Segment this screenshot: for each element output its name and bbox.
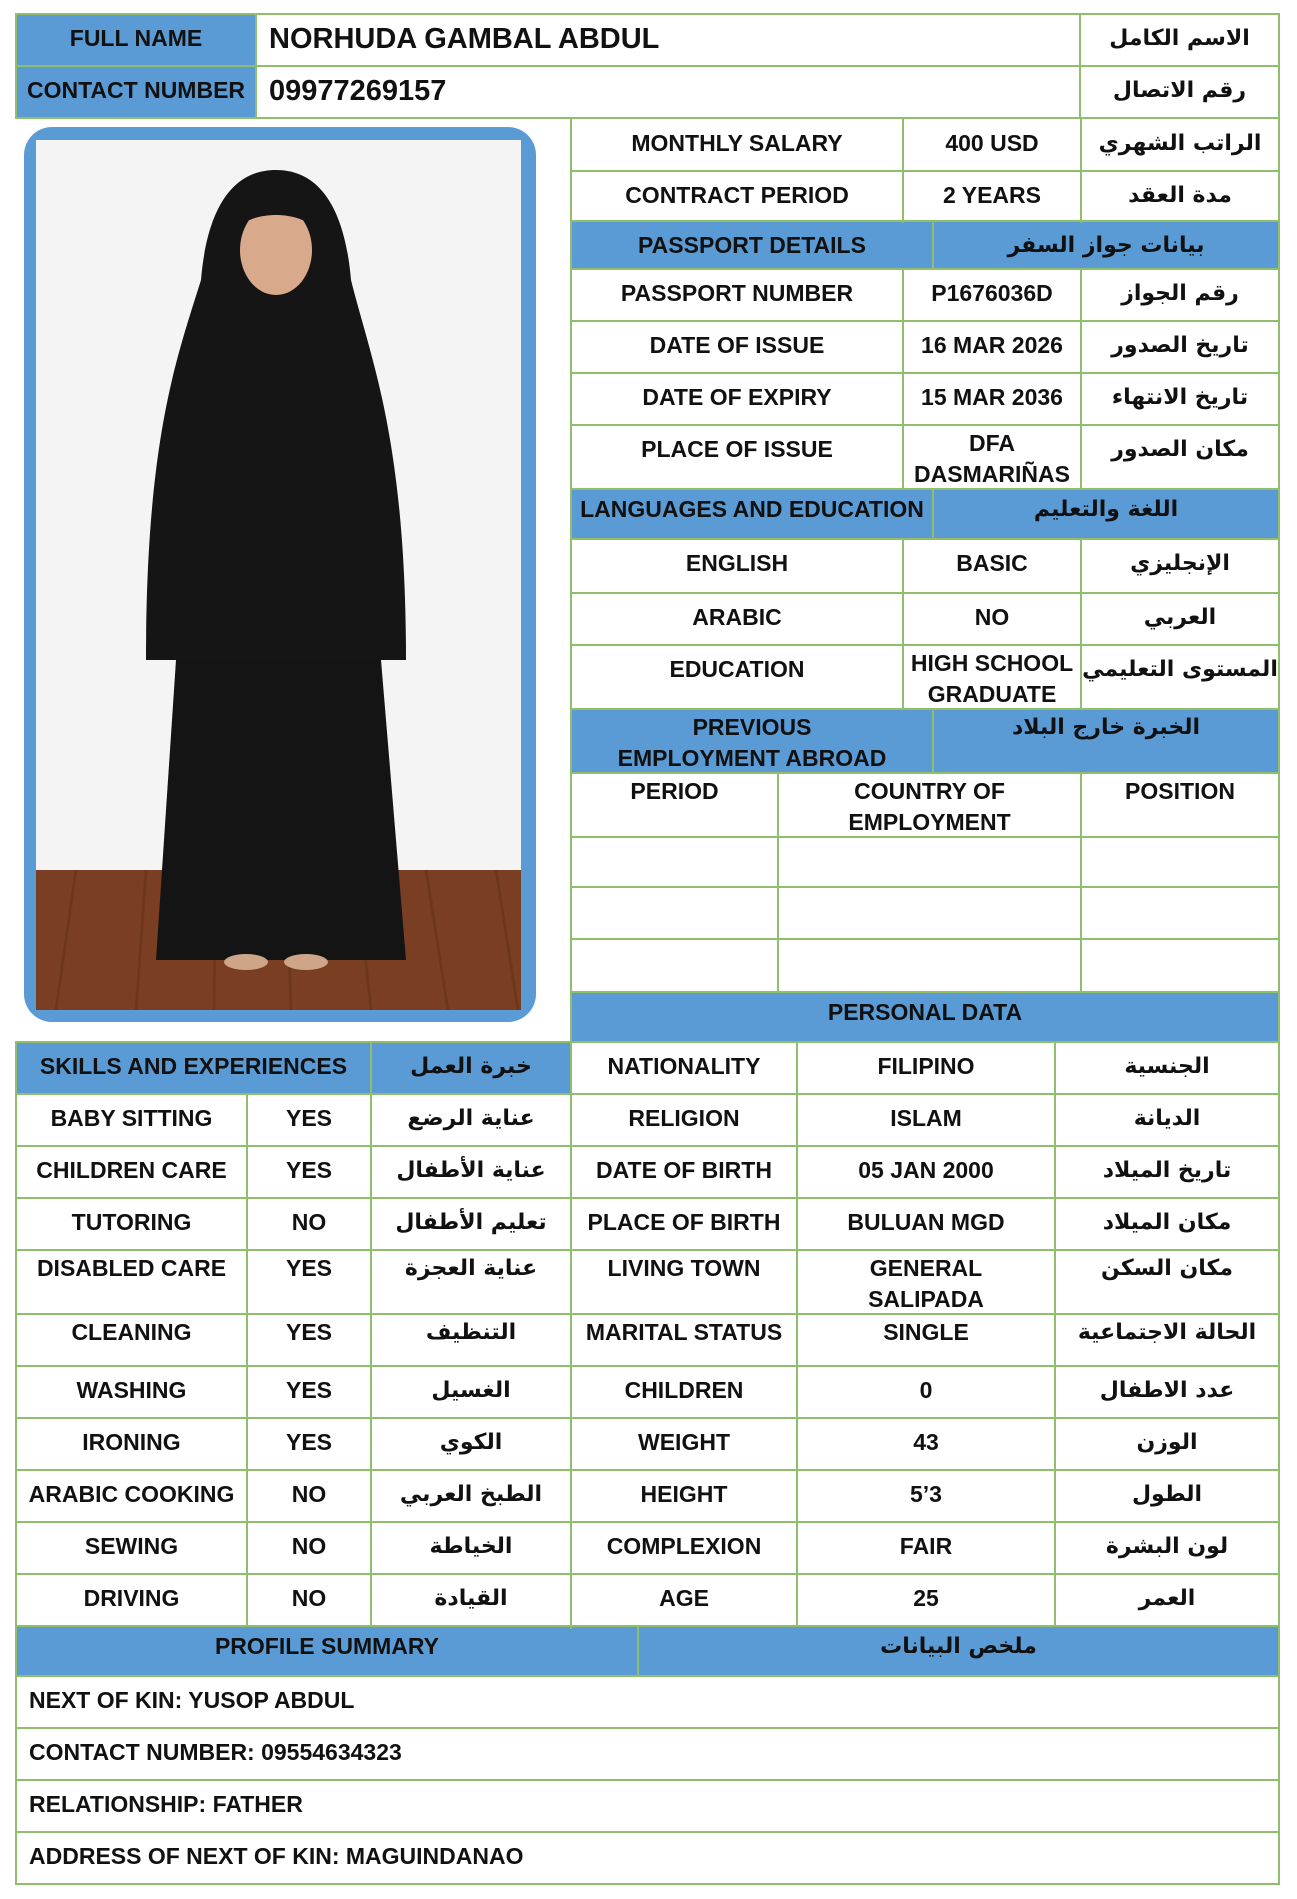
full-name-value: NORHUDA GAMBAL ABDUL: [269, 23, 660, 55]
skill-tutoring-value: NO: [291, 1209, 327, 1235]
weight-arabic: الوزن: [1136, 1430, 1198, 1455]
passport-number-value: P1676036D: [931, 280, 1053, 306]
languages-section-title-arabic: اللغة والتعليم: [934, 490, 1278, 538]
skill-disabled-care-arabic: عناية العجزة: [404, 1256, 538, 1281]
summary-address: ADDRESS OF NEXT OF KIN: MAGUINDANAO: [29, 1843, 524, 1869]
place-of-issue-arabic: مكان الصدور: [1111, 437, 1249, 462]
height-arabic: الطول: [1131, 1482, 1203, 1507]
skill-arabic-cooking-value: NO: [291, 1481, 327, 1507]
employment-col-country: COUNTRY OF EMPLOYMENT: [848, 778, 1011, 835]
skill-children-care-value: YES: [285, 1157, 333, 1183]
summary-contact-number: CONTACT NUMBER: 09554634323: [29, 1739, 402, 1765]
skill-driving-value: NO: [291, 1585, 327, 1611]
children-value: 0: [919, 1377, 933, 1403]
marital-status-arabic: الحالة الاجتماعية: [1077, 1320, 1257, 1345]
skill-driving-label: DRIVING: [83, 1585, 180, 1611]
skill-baby-sitting-value: YES: [285, 1105, 333, 1131]
passport-number-label: PASSPORT NUMBER: [620, 280, 854, 306]
skill-baby-sitting-arabic: عناية الرضع: [407, 1106, 535, 1131]
date-of-issue-value: 16 MAR 2026: [921, 332, 1063, 358]
weight-label: WEIGHT: [638, 1429, 730, 1455]
skill-disabled-care-value: YES: [285, 1255, 333, 1281]
skill-sewing-value: NO: [291, 1533, 327, 1559]
monthly-salary-value: 400 USD: [945, 130, 1039, 156]
age-label: AGE: [659, 1585, 709, 1611]
date-of-expiry-arabic: تاريخ الانتهاء: [1111, 385, 1249, 410]
marital-status-label: MARITAL STATUS: [585, 1319, 783, 1345]
height-value: 5’3: [910, 1481, 942, 1507]
education-value: HIGH SCHOOL GRADUATE: [910, 650, 1074, 707]
date-of-birth-arabic: تاريخ الميلاد: [1102, 1158, 1232, 1183]
skill-disabled-care-label: DISABLED CARE: [36, 1255, 227, 1281]
employment-section-title: PREVIOUS EMPLOYMENT ABROAD: [572, 710, 932, 772]
place-of-birth-value: BULUAN MGD: [847, 1209, 1005, 1235]
english-value: BASIC: [956, 550, 1028, 576]
arabic-label: ARABIC: [692, 604, 782, 630]
passport-section-title: PASSPORT DETAILS: [572, 222, 932, 268]
date-of-birth-label: DATE OF BIRTH: [596, 1157, 772, 1183]
monthly-salary-arabic: الراتب الشهري: [1098, 131, 1262, 156]
skill-washing-label: WASHING: [76, 1377, 187, 1403]
age-value: 25: [913, 1585, 939, 1611]
summary-next-of-kin: NEXT OF KIN: YUSOP ABDUL: [29, 1687, 355, 1713]
education-arabic: المستوى التعليمي: [1082, 657, 1278, 682]
skill-tutoring-arabic: تعليم الأطفال: [395, 1210, 547, 1235]
age-arabic: العمر: [1138, 1586, 1196, 1611]
skill-arabic-cooking-label: ARABIC COOKING: [28, 1481, 235, 1507]
height-label: HEIGHT: [640, 1481, 728, 1507]
contract-period-label: CONTRACT PERIOD: [625, 182, 849, 208]
employment-col-period: PERIOD: [630, 778, 719, 804]
skill-children-care-label: CHILDREN CARE: [36, 1157, 227, 1183]
weight-value: 43: [913, 1429, 939, 1455]
employment-col-position: POSITION: [1125, 778, 1235, 804]
place-of-birth-label: PLACE OF BIRTH: [587, 1209, 781, 1235]
skills-section-title: SKILLS AND EXPERIENCES: [17, 1043, 370, 1093]
arabic-arabic: العربي: [1143, 605, 1217, 630]
english-arabic: الإنجليزي: [1130, 551, 1230, 576]
date-of-expiry-value: 15 MAR 2036: [921, 384, 1063, 410]
full-name-arabic: الاسم الكامل: [1109, 26, 1250, 51]
nationality-arabic: الجنسية: [1124, 1054, 1210, 1079]
passport-number-arabic: رقم الجواز: [1121, 281, 1239, 306]
religion-arabic: الديانة: [1133, 1106, 1201, 1131]
languages-section-title: LANGUAGES AND EDUCATION: [572, 490, 932, 538]
skill-sewing-arabic: الخياطة: [429, 1534, 513, 1559]
place-of-birth-arabic: مكان الميلاد: [1102, 1210, 1232, 1235]
religion-label: RELIGION: [628, 1105, 740, 1131]
complexion-value: FAIR: [899, 1533, 953, 1559]
english-label: ENGLISH: [685, 550, 789, 576]
employment-section-title-arabic: الخبرة خارج البلاد: [934, 710, 1278, 772]
summary-section-title-arabic: ملخص البيانات: [639, 1627, 1278, 1675]
skill-children-care-arabic: عناية الأطفال: [396, 1158, 546, 1183]
skill-driving-arabic: القيادة: [434, 1586, 508, 1611]
arabic-value: NO: [974, 604, 1010, 630]
skill-tutoring-label: TUTORING: [71, 1209, 192, 1235]
date-of-birth-value: 05 JAN 2000: [858, 1157, 994, 1183]
skill-ironing-value: YES: [285, 1429, 333, 1455]
complexion-label: COMPLEXION: [606, 1533, 762, 1559]
living-town-value: GENERAL SALIPADA: [868, 1255, 984, 1312]
skill-cleaning-label: CLEANING: [71, 1319, 192, 1345]
skill-cleaning-arabic: التنظيف: [425, 1320, 517, 1345]
personal-section-title: PERSONAL DATA: [572, 993, 1278, 1041]
skill-ironing-arabic: الكوي: [439, 1430, 503, 1455]
summary-relationship: RELATIONSHIP: FATHER: [29, 1791, 303, 1817]
contract-period-arabic: مدة العقد: [1128, 183, 1232, 208]
place-of-issue-label: PLACE OF ISSUE: [641, 436, 833, 462]
living-town-arabic: مكان السكن: [1101, 1256, 1233, 1281]
children-arabic: عدد الاطفال: [1099, 1378, 1235, 1403]
skill-cleaning-value: YES: [285, 1319, 333, 1345]
nationality-value: FILIPINO: [877, 1053, 975, 1079]
date-of-expiry-label: DATE OF EXPIRY: [642, 384, 832, 410]
contract-period-value: 2 YEARS: [942, 182, 1041, 208]
date-of-issue-label: DATE OF ISSUE: [649, 332, 825, 358]
education-label: EDUCATION: [669, 656, 805, 682]
skill-arabic-cooking-arabic: الطبخ العربي: [399, 1482, 543, 1507]
date-of-issue-arabic: تاريخ الصدور: [1111, 333, 1249, 358]
passport-section-title-arabic: بيانات جواز السفر: [934, 222, 1278, 268]
living-town-label: LIVING TOWN: [607, 1255, 761, 1281]
person-silhouette-icon: [36, 140, 521, 1010]
monthly-salary-label: MONTHLY SALARY: [631, 130, 843, 156]
place-of-issue-value: DFA DASMARIÑAS: [914, 430, 1070, 487]
children-label: CHILDREN: [624, 1377, 744, 1403]
skill-ironing-label: IRONING: [82, 1429, 181, 1455]
skills-section-title-arabic: خبرة العمل: [372, 1043, 570, 1093]
religion-value: ISLAM: [890, 1105, 962, 1131]
contact-label: CONTACT NUMBER: [17, 67, 255, 117]
skill-sewing-label: SEWING: [84, 1533, 179, 1559]
skill-washing-value: YES: [285, 1377, 333, 1403]
candidate-photo: [36, 140, 521, 1010]
summary-section-title: PROFILE SUMMARY: [17, 1627, 637, 1675]
contact-arabic: رقم الاتصال: [1112, 78, 1247, 103]
skill-baby-sitting-label: BABY SITTING: [50, 1105, 213, 1131]
contact-value: 09977269157: [269, 75, 447, 107]
full-name-label: FULL NAME: [17, 15, 255, 65]
marital-status-value: SINGLE: [883, 1319, 969, 1345]
nationality-label: NATIONALITY: [607, 1053, 761, 1079]
skill-washing-arabic: الغسيل: [431, 1378, 511, 1403]
complexion-arabic: لون البشرة: [1105, 1534, 1229, 1559]
